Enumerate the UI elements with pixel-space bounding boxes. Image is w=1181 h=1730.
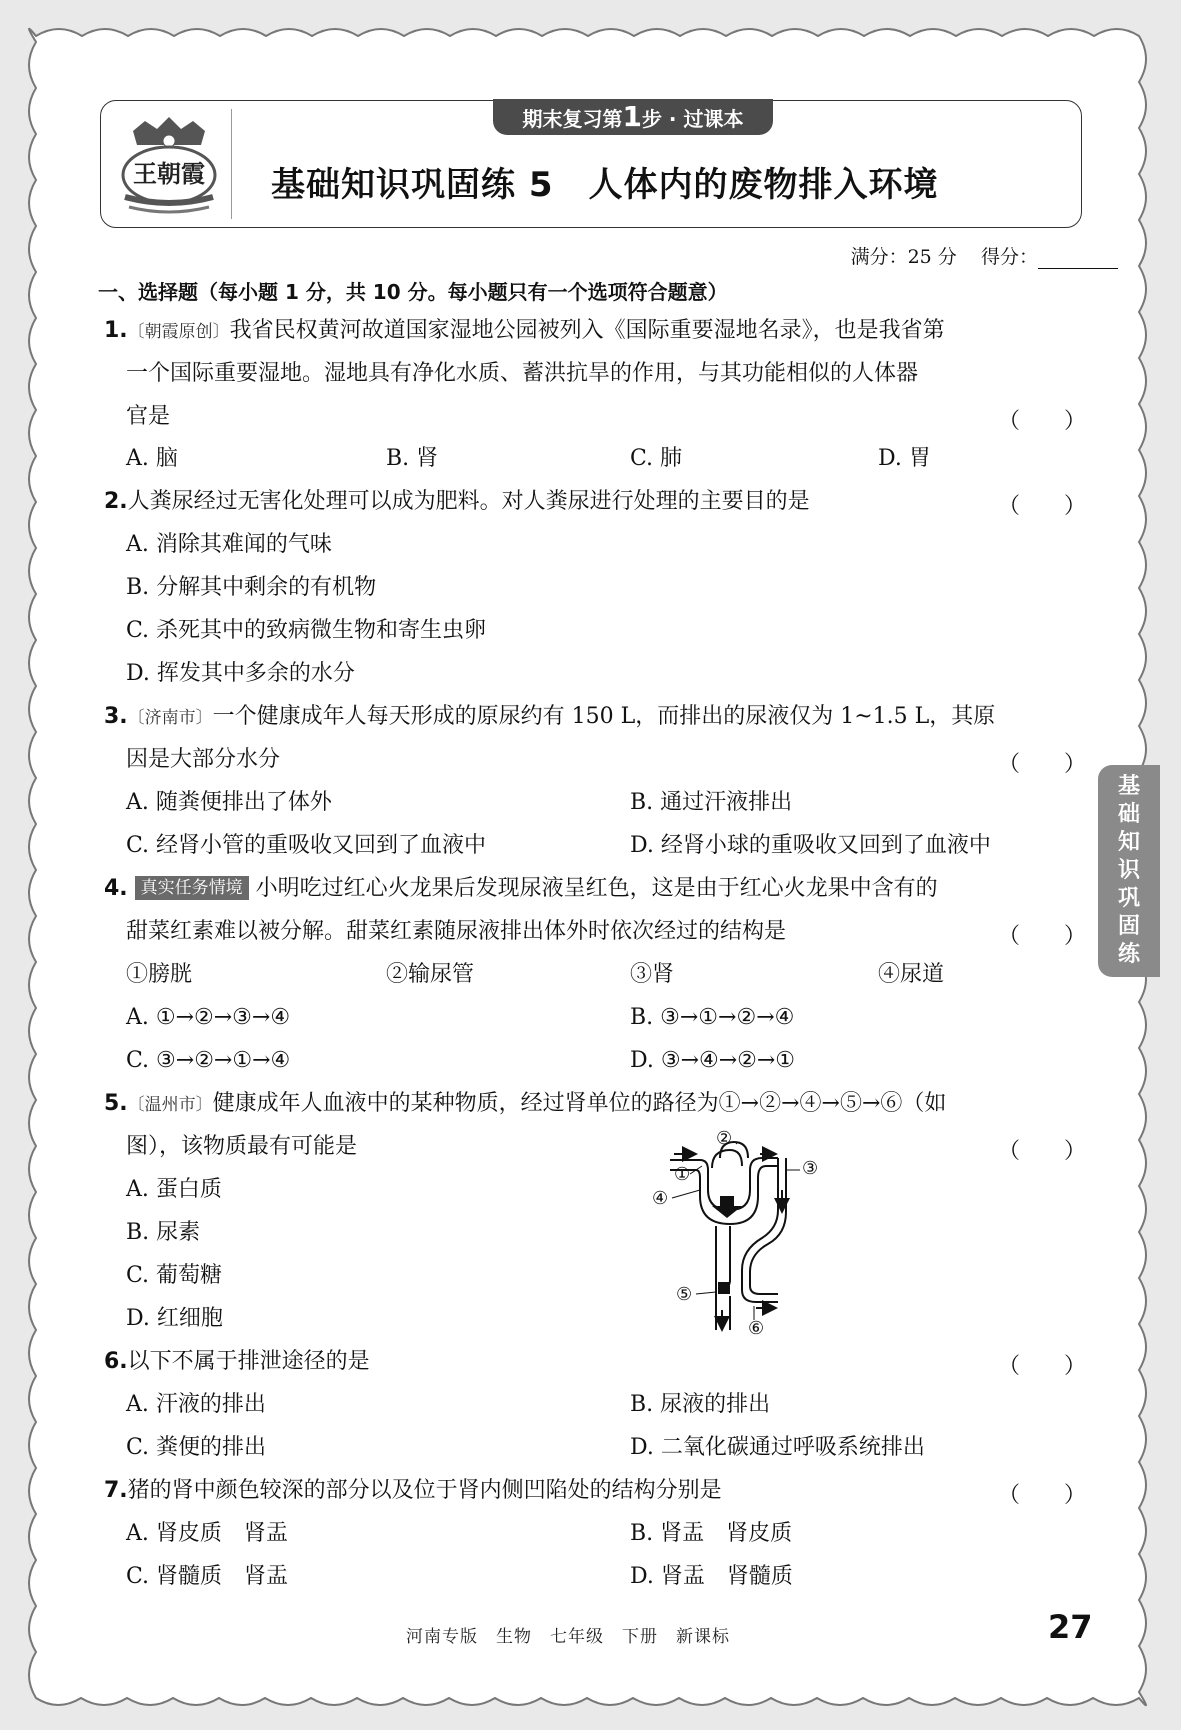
option-c[interactable]: C. 杀死其中的致病微生物和寄生虫卵 bbox=[126, 618, 487, 643]
score-label: 得分： bbox=[980, 246, 1038, 268]
option-b[interactable]: B. 肾盂 肾皮质 bbox=[630, 1521, 793, 1546]
q6-text: 以下不属于排泄途径的是 bbox=[127, 1349, 370, 1374]
side-tab-char: 础 bbox=[1117, 802, 1140, 827]
answer-blank[interactable]: （ ） bbox=[998, 1483, 1087, 1508]
side-tab-char: 基 bbox=[1117, 774, 1140, 799]
question-number: 3. bbox=[104, 704, 128, 729]
q1-line2: 一个国际重要湿地。湿地具有净化水质、蓄洪抗旱的作用，与其功能相似的人体器 bbox=[126, 361, 919, 386]
source-tag: 〔朝霞原创〕 bbox=[127, 322, 230, 342]
structure-1: ①膀胱 bbox=[126, 962, 193, 987]
option-a[interactable]: A. 蛋白质 bbox=[126, 1177, 222, 1202]
option-b[interactable]: B. 尿液的排出 bbox=[630, 1392, 771, 1417]
scenario-badge: 真实任务情境 bbox=[135, 876, 249, 900]
source-tag: 〔温州市〕 bbox=[127, 1095, 213, 1115]
q5-line1 bbox=[104, 1089, 946, 1120]
answer-blank[interactable]: （ ） bbox=[998, 1354, 1087, 1379]
q2-line1 bbox=[104, 487, 810, 517]
option-a[interactable]: A. 脑 bbox=[126, 446, 178, 471]
option-c[interactable]: C. 肺 bbox=[630, 446, 683, 471]
q5-line2: 图），该物质最有可能是 bbox=[126, 1134, 358, 1159]
worksheet-title: 基础知识巩固练 5 人体内的废物排入环境 bbox=[271, 165, 939, 205]
q2-text: 人粪尿经过无害化处理可以成为肥料。对人粪尿进行处理的主要目的是 bbox=[127, 489, 810, 514]
option-d[interactable]: D. 经肾小球的重吸收又回到了血液中 bbox=[630, 833, 991, 858]
brand-logo bbox=[115, 109, 223, 219]
option-d[interactable]: D. 二氧化碳通过呼吸系统排出 bbox=[630, 1435, 925, 1460]
section-side-tab[interactable] bbox=[1098, 765, 1160, 977]
label-5: ⑤ bbox=[676, 1284, 693, 1305]
svg-text:王朝霞: 王朝霞 bbox=[133, 159, 205, 188]
option-d[interactable]: D. ③→④→②→① bbox=[630, 1048, 796, 1073]
q4-line2: 甜菜红素难以被分解。甜菜红素随尿液排出体外时依次经过的结构是 bbox=[126, 919, 787, 944]
label-3: ③ bbox=[802, 1158, 819, 1179]
title-header bbox=[100, 100, 1082, 228]
tag-number: 1 bbox=[622, 100, 642, 133]
option-c[interactable]: C. ③→②→①→④ bbox=[126, 1048, 291, 1073]
option-a[interactable]: A. ①→②→③→④ bbox=[126, 1005, 291, 1030]
q7-text: 猪的肾中颜色较深的部分以及位于肾内侧凹陷处的结构分别是 bbox=[127, 1478, 722, 1503]
answer-blank[interactable]: （ ） bbox=[998, 494, 1087, 519]
option-b[interactable]: B. 分解其中剩余的有机物 bbox=[126, 575, 377, 600]
question-number: 7. bbox=[104, 1478, 128, 1503]
source-tag: 〔济南市〕 bbox=[127, 708, 213, 728]
q4-text: 小明吃过红心火龙果后发现尿液呈红色，这是由于红心火龙果中含有的 bbox=[255, 876, 938, 901]
full-score: 满分：25 分 bbox=[850, 246, 957, 268]
option-d[interactable]: D. 胃 bbox=[878, 446, 931, 471]
option-c[interactable]: C. 经肾小管的重吸收又回到了血液中 bbox=[126, 833, 487, 858]
option-d[interactable]: D. 红细胞 bbox=[126, 1306, 223, 1331]
question-number: 5. bbox=[104, 1091, 128, 1116]
option-b[interactable]: B. ③→①→②→④ bbox=[630, 1005, 795, 1030]
q3-text: 一个健康成年人每天形成的原尿约有 150 L，而排出的尿液仅为 1~1.5 L，其原 bbox=[212, 704, 996, 729]
q3-line1 bbox=[104, 702, 995, 733]
side-tab-char: 识 bbox=[1117, 858, 1140, 883]
option-b[interactable]: B. 通过汗液排出 bbox=[630, 790, 793, 815]
option-b[interactable]: B. 尿素 bbox=[126, 1220, 201, 1245]
option-c[interactable]: C. 肾髓质 肾盂 bbox=[126, 1564, 289, 1589]
structure-2: ②输尿管 bbox=[386, 962, 475, 987]
question-number: 6. bbox=[104, 1349, 128, 1374]
worksheet-page bbox=[58, 62, 1118, 1682]
option-a[interactable]: A. 肾皮质 肾盂 bbox=[126, 1521, 288, 1546]
option-a[interactable]: A. 汗液的排出 bbox=[126, 1392, 266, 1417]
q1-text: 我省民权黄河故道国家湿地公园被列入《国际重要湿地名录》，也是我省第 bbox=[229, 318, 945, 343]
option-a[interactable]: A. 消除其难闻的气味 bbox=[126, 532, 332, 557]
option-d[interactable]: D. 肾盂 肾髓质 bbox=[630, 1564, 793, 1589]
question-number: 1. bbox=[104, 318, 128, 343]
tag-prefix: 期末复习第 bbox=[522, 107, 623, 131]
side-tab-char: 巩 bbox=[1117, 886, 1140, 911]
option-d[interactable]: D. 挥发其中多余的水分 bbox=[126, 661, 355, 686]
q7-line1 bbox=[104, 1476, 722, 1506]
q6-line1 bbox=[104, 1347, 370, 1377]
side-tab-char: 练 bbox=[1117, 942, 1140, 967]
page-footer: 河南专版 生物 七年级 下册 新课标 bbox=[406, 1627, 730, 1647]
side-tab-char: 固 bbox=[1117, 914, 1140, 939]
question-number: 2. bbox=[104, 489, 128, 514]
structure-4: ④尿道 bbox=[878, 962, 945, 987]
nephron-diagram bbox=[650, 1130, 850, 1340]
structure-3: ③肾 bbox=[630, 962, 675, 987]
score-blank[interactable] bbox=[1038, 250, 1118, 269]
answer-blank[interactable]: （ ） bbox=[998, 752, 1087, 777]
answer-blank[interactable]: （ ） bbox=[998, 924, 1087, 949]
q3-line2: 因是大部分水分 bbox=[126, 747, 281, 772]
label-4: ④ bbox=[652, 1188, 669, 1209]
option-c[interactable]: C. 粪便的排出 bbox=[126, 1435, 267, 1460]
option-b[interactable]: B. 肾 bbox=[386, 446, 439, 471]
q5-text: 健康成年人血液中的某种物质，经过肾单位的路径为①→②→④→⑤→⑥（如 bbox=[212, 1091, 947, 1116]
review-step-tag bbox=[493, 99, 773, 135]
answer-blank[interactable]: （ ） bbox=[998, 409, 1087, 434]
option-c[interactable]: C. 葡萄糖 bbox=[126, 1263, 223, 1288]
page-number: 27 bbox=[1048, 1608, 1093, 1646]
question-number: 4. bbox=[104, 876, 128, 901]
side-tab-char: 知 bbox=[1117, 830, 1140, 855]
q4-line1 bbox=[104, 874, 938, 904]
section-heading: 一、选择题（每小题 1 分，共 10 分。每小题只有一个选项符合题意） bbox=[98, 280, 728, 304]
q1-line3: 官是 bbox=[126, 404, 171, 429]
label-2: ② bbox=[716, 1130, 733, 1149]
label-6: ⑥ bbox=[748, 1318, 765, 1339]
tag-suffix: 步 · 过课本 bbox=[641, 107, 744, 131]
answer-blank[interactable]: （ ） bbox=[998, 1139, 1087, 1164]
q1-line1 bbox=[104, 316, 945, 347]
logo-divider bbox=[231, 109, 232, 219]
label-1: ① bbox=[674, 1164, 691, 1185]
score-line bbox=[851, 242, 1118, 269]
option-a[interactable]: A. 随粪便排出了体外 bbox=[126, 790, 332, 815]
